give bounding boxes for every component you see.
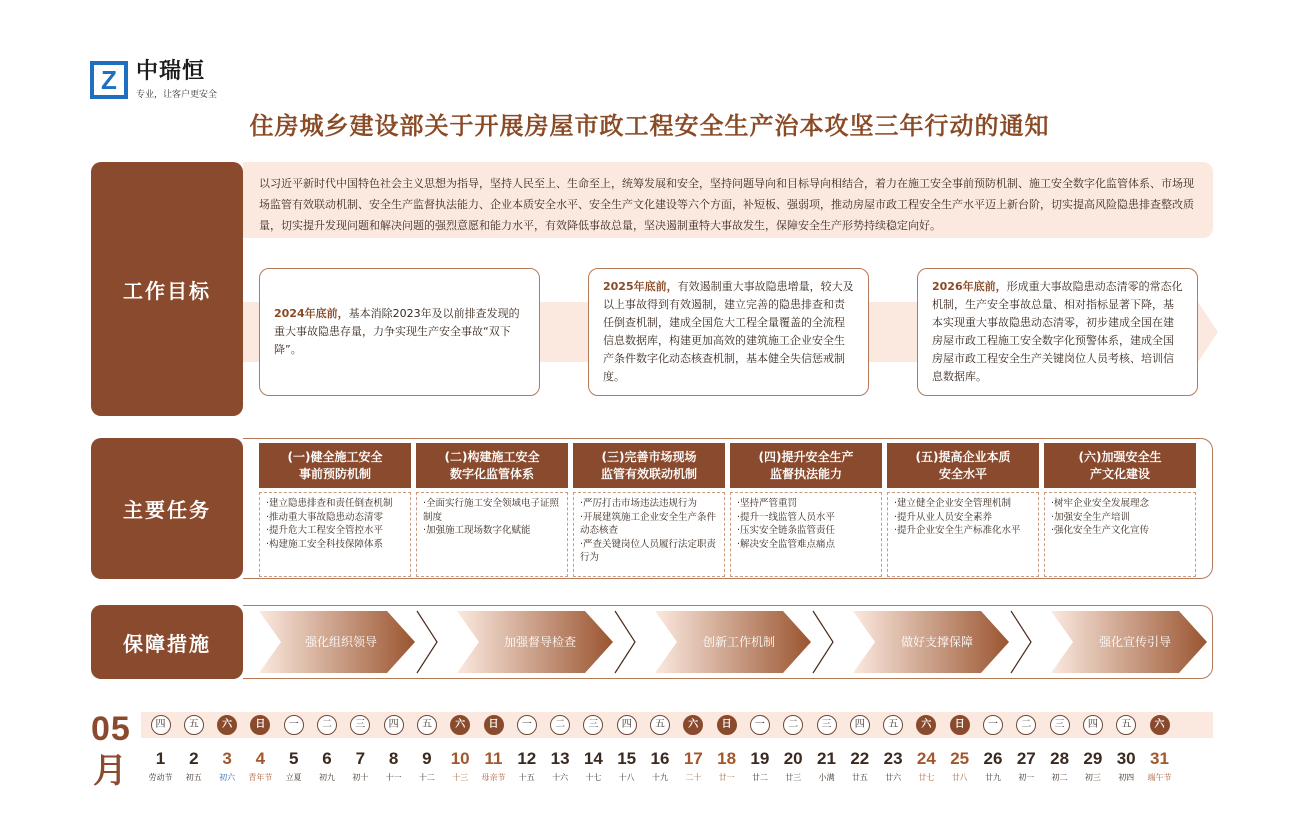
calendar-weekday: 五	[883, 715, 903, 735]
calendar-weekday: 一	[284, 715, 304, 735]
calendar-date: 24	[916, 749, 936, 768]
calendar-weekday: 六	[1150, 715, 1170, 735]
calendar-day	[311, 712, 344, 783]
calendar-lunar: 母亲节	[481, 773, 506, 782]
task-header: (一)健全施工安全 事前预防机制	[259, 443, 411, 488]
calendar-weekday: 二	[317, 715, 337, 735]
calendar-lunar: 廿一	[718, 773, 735, 782]
calendar-lunar: 二十	[685, 773, 702, 782]
calendar-weekday: 三	[1050, 715, 1070, 735]
calendar-lunar: 十九	[652, 773, 668, 782]
calendar-weekday: 五	[417, 715, 437, 735]
calendar-day	[277, 712, 310, 783]
goal-year: 2025年底前，	[603, 280, 678, 293]
calendar-day	[843, 712, 876, 783]
calendar-day	[910, 712, 943, 783]
task-item: ·推动重大事故隐患动态清零	[266, 511, 384, 523]
goal-year: 2026年底前，	[932, 280, 1007, 293]
calendar-lunar: 初五	[185, 773, 202, 782]
calendar-lunar: 初十	[352, 773, 369, 782]
task-item: ·强化安全生产文化宣传	[1051, 525, 1150, 536]
task-header: (二)构建施工安全 数字化监管体系	[416, 443, 568, 488]
calendar-date: 26	[983, 749, 1003, 768]
calendar-weekday: 四	[617, 715, 637, 735]
calendar-weekday: 日	[950, 715, 970, 735]
calendar-date: 29	[1083, 749, 1103, 768]
task-column-3	[573, 443, 725, 576]
calendar-date: 9	[422, 749, 432, 768]
calendar-weekday: 五	[650, 715, 670, 735]
calendar-date: 7	[355, 749, 366, 768]
calendar-date: 10	[450, 749, 470, 768]
goal-text: 有效遏制重大事故隐患增量，较大及以上事故得到有效遏制，建立完善的隐患排查和责任倒查机制，建成全国危大工程全量覆盖的全流程信息数据库，构建更加高效的建筑施工企业安全生产条件数字化动态核查机制，基本健全失信惩戒制度。	[603, 280, 854, 383]
task-item: ·解决安全监管难点痛点	[737, 538, 836, 550]
calendar-date: 8	[388, 749, 399, 768]
task-item: ·提升企业安全生产标准化水平	[894, 525, 1021, 536]
calendar-date: 28	[1050, 749, 1070, 768]
calendar-weekday: 二	[550, 715, 570, 735]
task-items	[573, 492, 725, 577]
calendar-lunar: 十六	[552, 773, 569, 782]
calendar-weekday: 二	[1016, 715, 1036, 735]
calendar-day	[144, 712, 177, 783]
goal-2024	[259, 268, 540, 396]
calendar-day	[477, 712, 510, 783]
calendar-day	[1143, 712, 1176, 783]
task-items	[1044, 492, 1196, 577]
calendar-day	[610, 712, 643, 783]
calendar-lunar: 初四	[1118, 773, 1135, 782]
calendar-day	[410, 712, 443, 783]
calendar-weekday: 三	[350, 715, 370, 735]
goal-text: 基本消除2023年及以前排查发现的重大事故隐患存量，力争实现生产安全事故“双下降”。	[274, 307, 520, 356]
calendar-lunar: 廿九	[985, 773, 1001, 782]
calendar-lunar: 十二	[418, 773, 435, 782]
task-column-2	[416, 443, 568, 576]
calendar-date: 31	[1150, 749, 1169, 768]
calendar-lunar: 十一	[385, 773, 402, 782]
calendar-weekday: 四	[384, 715, 404, 735]
calendar-day	[943, 712, 976, 783]
calendar-weekday: 四	[850, 715, 870, 735]
task-item: ·开展建筑施工企业安全生产条件动态核查	[580, 511, 717, 536]
guarantee-label: 强化宣传引导	[1098, 635, 1172, 649]
guarantees-arrows	[243, 605, 1213, 679]
calendar-lunar: 青年节	[248, 773, 273, 782]
calendar-weekday: 一	[750, 715, 770, 735]
calendar-lunar: 十七	[585, 773, 602, 782]
calendar-lunar: 初三	[1084, 773, 1101, 782]
calendar-lunar: 廿六	[885, 773, 902, 782]
task-item: ·提升从业人员安全素养	[894, 511, 993, 523]
calendar-date: 20	[783, 749, 803, 768]
task-column-4	[730, 443, 882, 576]
guarantee-chevron	[655, 611, 833, 673]
calendar-day	[211, 712, 244, 783]
calendar-day	[677, 712, 710, 783]
guarantee-chevron	[1051, 611, 1207, 673]
task-item: ·严厉打击市场违法违规行为	[580, 498, 698, 509]
company-logo	[90, 60, 217, 100]
guarantee-label: 加强督导检查	[503, 635, 577, 649]
calendar-day	[743, 712, 776, 783]
calendar-lunar: 端午节	[1147, 773, 1172, 782]
calendar-weekday: 六	[683, 715, 703, 735]
task-item: ·严查关键岗位人员履行法定职责行为	[580, 538, 717, 563]
guarantee-chevron	[259, 611, 437, 673]
calendar-day	[1110, 712, 1143, 783]
calendar-day	[1010, 712, 1043, 783]
goal-2026	[917, 268, 1198, 396]
calendar-lunar: 小满	[818, 773, 835, 782]
calendar-weekday: 六	[450, 715, 470, 735]
calendar-day	[444, 712, 477, 783]
task-item: ·加强施工现场数字化赋能	[423, 525, 531, 536]
calendar-weekday: 三	[583, 715, 603, 735]
section-label-goals: 工作目标	[91, 162, 243, 416]
calendar-lunar: 廿八	[951, 773, 968, 782]
calendar-date: 3	[222, 749, 232, 768]
goals-intro: 以习近平新时代中国特色社会主义思想为指导，坚持人民至上、生命至上，统筹发展和安全，坚持问题导向和目标导向相结合，着力在施工安全事前预防机制、施工安全数字化监管体系、市场现场监管有效联动机制、安全生产监督执法能力、企业本质安全水平、安全生产文化建设等六个方面，补短板、强弱项，推动房屋市政工程安全生产水平迈上新台阶，切实提高风险隐患排查整改质量，切实提升发现问题和解决问题的强烈意愿和能力水平，有效降低事故总量，坚决遏制重特大事故发生，保障安全生产形势持续稳定向好。	[243, 162, 1213, 238]
calendar-date: 18	[717, 749, 737, 768]
calendar-day	[244, 712, 277, 783]
task-item: ·建立健全企业安全管理机制	[894, 498, 1012, 509]
task-header: (六)加强安全生 产文化建设	[1044, 443, 1196, 488]
calendar-lunar: 十五	[518, 773, 535, 782]
calendar-day	[710, 712, 743, 783]
calendar-date: 13	[550, 749, 570, 768]
calendar-date: 27	[1016, 749, 1036, 768]
calendar-lunar: 廿七	[918, 773, 935, 782]
calendar-weekday: 五	[184, 715, 204, 735]
calendar-weekday: 一	[517, 715, 537, 735]
task-items	[730, 492, 882, 577]
guarantee-chevron	[457, 611, 635, 673]
calendar-lunar: 初九	[319, 773, 335, 782]
calendar-day	[377, 712, 410, 783]
calendar-date: 11	[484, 749, 503, 768]
guarantee-label: 创新工作机制	[702, 635, 776, 649]
calendar-date: 6	[322, 749, 332, 768]
calendar-date: 1	[155, 749, 166, 768]
calendar-lunar: 立夏	[285, 773, 302, 782]
calendar-month-number: 05	[91, 710, 131, 748]
task-item: ·提升一线监管人员水平	[737, 511, 836, 523]
guarantee-chevron	[853, 611, 1031, 673]
logo-z-icon: Z	[90, 61, 128, 99]
calendar-date: 23	[883, 749, 903, 768]
calendar-day	[977, 712, 1010, 783]
calendar-weekday: 三	[817, 715, 837, 735]
calendar-weekday: 日	[484, 715, 504, 735]
task-item: ·坚持严管重罚	[737, 498, 798, 509]
task-header: (五)提高企业本质 安全水平	[887, 443, 1039, 488]
goal-year: 2024年底前，	[274, 307, 349, 320]
section-label-guarantees: 保障措施	[91, 605, 243, 679]
section-label-tasks: 主要任务	[91, 438, 243, 579]
calendar-weekday: 四	[151, 715, 171, 735]
calendar-date: 21	[817, 749, 836, 768]
calendar-date: 15	[617, 749, 637, 768]
task-header: (三)完善市场现场 监管有效联动机制	[573, 443, 725, 488]
calendar-date: 25	[950, 749, 970, 768]
task-item: ·全面实行施工安全领域电子证照制度	[423, 498, 560, 523]
calendar-day	[877, 712, 910, 783]
calendar-date: 5	[288, 749, 299, 768]
task-item: ·提升危大工程安全管控水平	[266, 525, 384, 536]
task-column-1	[259, 443, 411, 576]
task-items	[887, 492, 1039, 577]
calendar-weekday: 六	[916, 715, 936, 735]
calendar-day	[510, 712, 543, 783]
calendar-date: 19	[750, 749, 770, 768]
calendar-lunar: 十三	[452, 773, 469, 782]
calendar-lunar: 廿二	[751, 773, 768, 782]
guarantee-label: 做好支撑保障	[900, 635, 974, 649]
calendar-day	[1076, 712, 1109, 783]
calendar-day	[777, 712, 810, 783]
task-column-5	[887, 443, 1039, 576]
calendar-date: 17	[683, 749, 703, 768]
calendar-date: 2	[189, 749, 199, 768]
calendar-lunar: 初一	[1018, 773, 1035, 782]
calendar-lunar: 廿五	[851, 773, 868, 782]
calendar-weekday: 二	[783, 715, 803, 735]
task-items	[259, 492, 411, 577]
goal-2025	[588, 268, 869, 396]
task-item: ·树牢企业安全发展理念	[1051, 498, 1150, 509]
task-header: (四)提升安全生产 监督执法能力	[730, 443, 882, 488]
calendar-date: 12	[517, 749, 537, 768]
calendar-date: 4	[255, 749, 266, 768]
calendar-weekday: 五	[1116, 715, 1136, 735]
calendar-day	[1043, 712, 1076, 783]
calendar-weekday: 一	[983, 715, 1003, 735]
calendar-date: 30	[1116, 749, 1136, 768]
calendar-day	[810, 712, 843, 783]
calendar-day	[644, 712, 677, 783]
task-items	[416, 492, 568, 577]
calendar-date: 22	[850, 749, 870, 768]
task-item: ·构建施工安全科技保障体系	[266, 538, 384, 550]
calendar-month-char: 月	[93, 751, 127, 791]
calendar-day	[544, 712, 577, 783]
page-title: 住房城乡建设部关于开展房屋市政工程安全生产治本攻坚三年行动的通知	[249, 112, 1050, 140]
calendar-weekday: 四	[1083, 715, 1103, 735]
task-column-6	[1044, 443, 1196, 576]
task-item: ·压实安全链条监管责任	[737, 525, 836, 536]
goal-text: 形成重大事故隐患动态清零的常态化机制，生产安全事故总量、相对指标显著下降，基本实现重大事故隐患动态清零，初步建成全国在建房屋市政工程施工安全数字化预警体系，建成全国房屋市政工程安全生产关键岗位人员考核、培训信息数据库。	[932, 280, 1183, 383]
calendar-lunar: 初六	[219, 773, 236, 782]
logo-name: 中瑞恒	[136, 59, 206, 84]
calendar-date: 16	[650, 749, 670, 768]
logo-slogan: 专业，让客户更安全	[136, 90, 218, 100]
calendar-weekday: 日	[717, 715, 737, 735]
calendar-day	[177, 712, 210, 783]
guarantee-label: 强化组织领导	[304, 635, 378, 649]
calendar-lunar: 初二	[1051, 773, 1068, 782]
calendar-weekday: 日	[250, 715, 270, 735]
calendar-day	[344, 712, 377, 783]
task-item: ·建立隐患排查和责任倒查机制	[266, 498, 393, 509]
calendar-date: 14	[583, 749, 603, 768]
calendar-weekday: 六	[217, 715, 237, 735]
calendar-lunar: 廿三	[785, 773, 802, 782]
task-item: ·加强安全生产培训	[1051, 511, 1131, 523]
calendar-lunar: 劳动节	[148, 773, 173, 782]
calendar-lunar: 十八	[618, 773, 635, 782]
calendar-day	[577, 712, 610, 783]
